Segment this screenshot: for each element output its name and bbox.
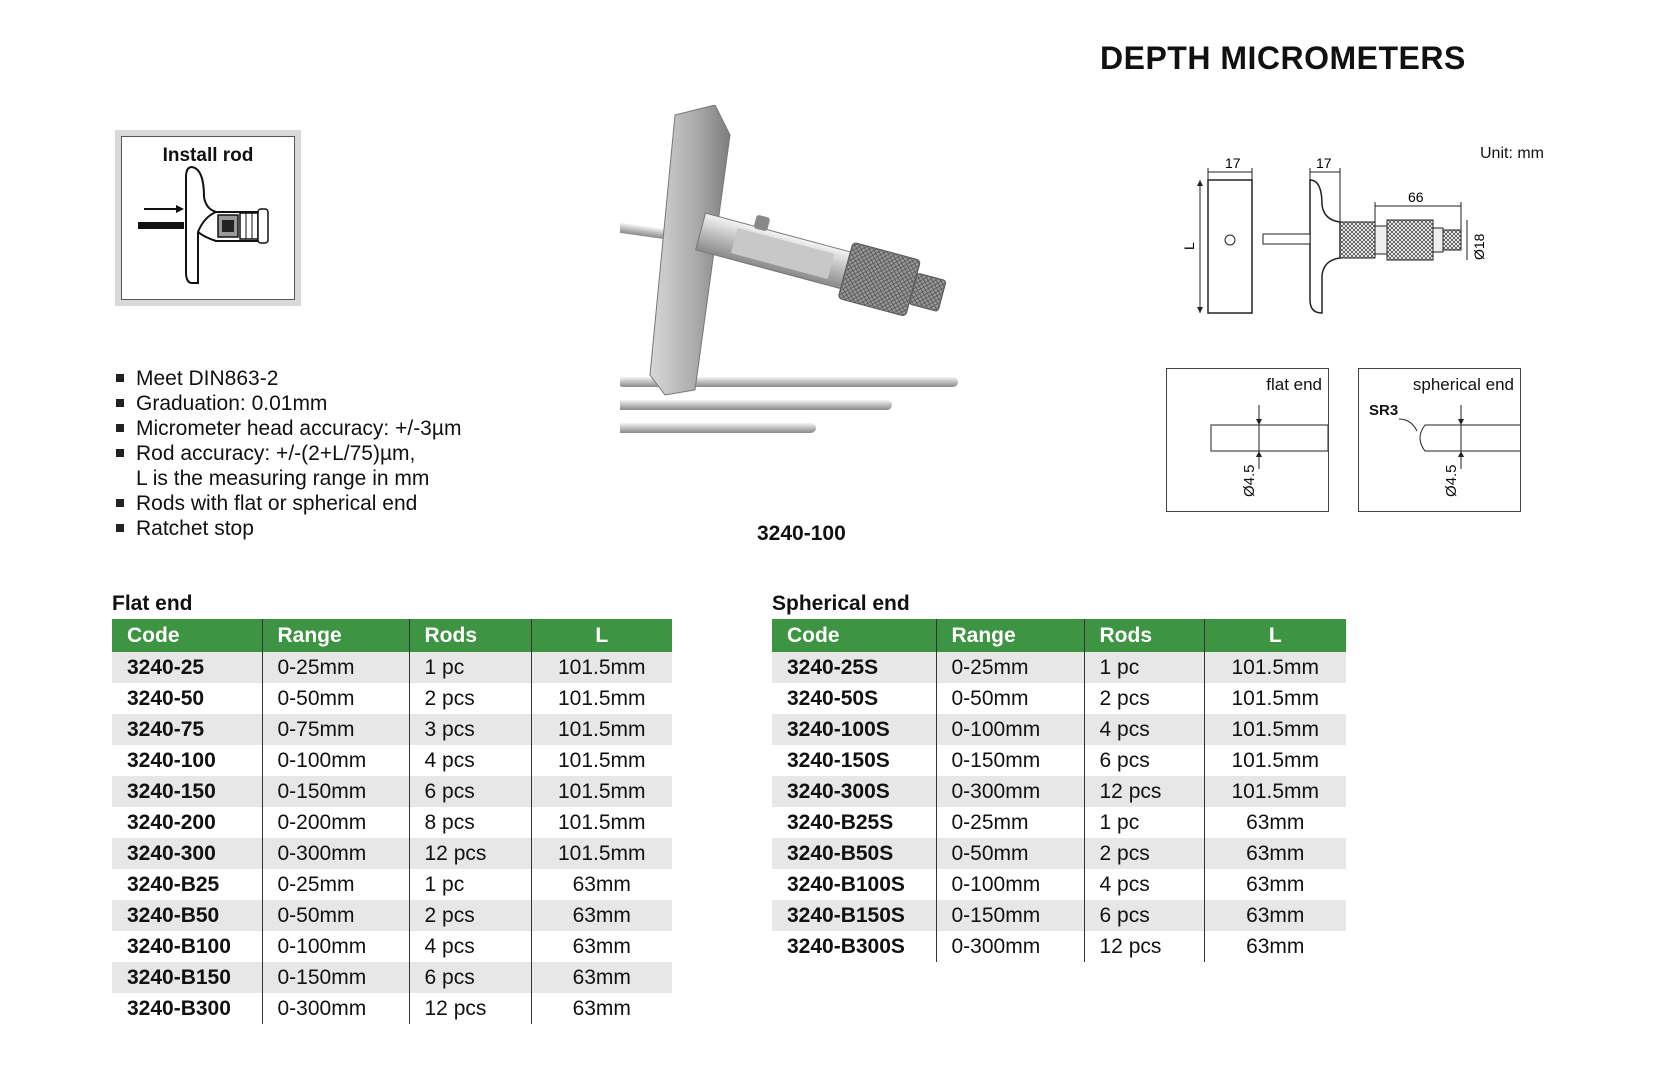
table-row [112,869,672,900]
cell-range: 0-75mm [262,714,409,745]
cell-range: 0-25mm [936,807,1084,838]
cell-code: 3240-B25S [772,807,936,838]
cell-l: 63mm [531,931,672,962]
cell-code: 3240-B50 [112,900,262,931]
cell-rods: 6 pcs [1084,900,1204,931]
cell-l: 101.5mm [1204,745,1346,776]
cell-rods: 12 pcs [409,993,531,1024]
cell-l: 63mm [1204,931,1346,962]
spherical-end-label: spherical end [1412,375,1514,394]
cell-code: 3240-150 [112,776,262,807]
cell-l: 63mm [1204,900,1346,931]
cell-rods: 12 pcs [1084,931,1204,962]
table-row [772,838,1346,869]
cell-rods: 1 pc [409,869,531,900]
table-row [112,745,672,776]
cell-rods: 6 pcs [409,776,531,807]
cell-rods: 6 pcs [409,962,531,993]
cell-code: 3240-B150S [772,900,936,931]
cell-range: 0-150mm [936,900,1084,931]
table-row [112,962,672,993]
spherical-end-table [772,619,1346,962]
cell-l: 101.5mm [531,838,672,869]
cell-range: 0-50mm [262,900,409,931]
cell-l: 63mm [1204,838,1346,869]
flat-end-diameter: Ø4.5 [1241,464,1258,497]
cell-range: 0-200mm [262,807,409,838]
cell-code: 3240-75 [112,714,262,745]
cell-code: 3240-100S [772,714,936,745]
cell-code: 3240-B100 [112,931,262,962]
flat-end-label: flat end [1266,375,1322,394]
cell-l: 101.5mm [531,745,672,776]
cell-range: 0-50mm [936,683,1084,714]
cell-code: 3240-B150 [112,962,262,993]
cell-rods: 4 pcs [409,745,531,776]
cell-rods: 4 pcs [1084,869,1204,900]
table-row [772,745,1346,776]
cell-code: 3240-B300S [772,931,936,962]
cell-code: 3240-B25 [112,869,262,900]
table-row [112,838,672,869]
dim-17-b: 17 [1316,155,1332,171]
dimension-drawing [1150,150,1550,320]
feature-item: Rod accuracy: +/-(2+L/75)µm, [114,441,461,466]
col-header-l: L [531,619,672,652]
cell-range: 0-150mm [936,745,1084,776]
table-row [112,900,672,931]
col-header-l: L [1204,619,1346,652]
cell-rods: 2 pcs [1084,838,1204,869]
table-row [772,869,1346,900]
cell-range: 0-50mm [262,683,409,714]
flat-end-table [112,619,672,1024]
table-row [772,683,1346,714]
cell-code: 3240-300 [112,838,262,869]
cell-code: 3240-25S [772,652,936,683]
cell-l: 101.5mm [1204,714,1346,745]
table-row [112,993,672,1024]
cell-l: 101.5mm [1204,683,1346,714]
cell-range: 0-150mm [262,776,409,807]
cell-l: 63mm [531,993,672,1024]
cell-range: 0-300mm [936,931,1084,962]
cell-l: 63mm [531,869,672,900]
col-header-rods: Rods [1084,619,1204,652]
table-row [772,900,1346,931]
cell-rods: 1 pc [409,652,531,683]
cell-code: 3240-150S [772,745,936,776]
cell-l: 63mm [531,900,672,931]
cell-range: 0-100mm [262,931,409,962]
table-row [112,776,672,807]
cell-l: 101.5mm [531,683,672,714]
install-rod-box [115,130,301,306]
cell-l: 101.5mm [531,807,672,838]
cell-l: 101.5mm [531,652,672,683]
dim-d18: Ø18 [1471,233,1487,260]
table-row [112,652,672,683]
unit-note: Unit: mm [1480,145,1544,162]
table-row [112,714,672,745]
cell-code: 3240-50 [112,683,262,714]
spherical-end-diameter: Ø4.5 [1443,464,1460,497]
col-header-rods: Rods [409,619,531,652]
cell-rods: 4 pcs [409,931,531,962]
install-rod-illustration [122,137,294,299]
sr3-label: SR3 [1369,402,1399,419]
cell-rods: 1 pc [1084,807,1204,838]
feature-item-continuation: L is the measuring range in mm [136,467,430,490]
table-row [772,714,1346,745]
table-row [772,776,1346,807]
table-row [112,683,672,714]
dim-L: L [1181,242,1197,250]
dim-17-a: 17 [1225,155,1241,171]
feature-item: Graduation: 0.01mm [114,391,461,416]
cell-range: 0-300mm [262,838,409,869]
cell-rods: 4 pcs [1084,714,1204,745]
cell-l: 101.5mm [1204,652,1346,683]
cell-l: 101.5mm [531,776,672,807]
cell-l: 63mm [1204,807,1346,838]
product-code: 3240-100 [757,522,846,545]
feature-item: Micrometer head accuracy: +/-3µm [114,416,461,441]
cell-range: 0-50mm [936,838,1084,869]
col-header-range: Range [262,619,409,652]
cell-code: 3240-100 [112,745,262,776]
feature-item: Ratchet stop [114,516,461,541]
micrometer-photo [620,105,1020,475]
spherical-end-detail [1358,368,1521,512]
flat-end-detail [1166,368,1329,512]
dim-66: 66 [1408,189,1424,205]
cell-code: 3240-B100S [772,869,936,900]
install-rod-title: Install rod [162,145,254,166]
cell-rods: 2 pcs [409,683,531,714]
col-header-range: Range [936,619,1084,652]
cell-l: 101.5mm [1204,776,1346,807]
feature-item: Meet DIN863-2 [114,366,461,391]
feature-item: Rods with flat or spherical end [114,491,461,516]
cell-code: 3240-B300 [112,993,262,1024]
cell-code: 3240-50S [772,683,936,714]
cell-code: 3240-B50S [772,838,936,869]
cell-range: 0-300mm [262,993,409,1024]
cell-rods: 1 pc [1084,652,1204,683]
cell-l: 63mm [1204,869,1346,900]
cell-rods: 2 pcs [1084,683,1204,714]
col-header-code: Code [112,619,262,652]
spherical-table-caption: Spherical end [772,592,910,615]
table-row [772,652,1346,683]
cell-rods: 2 pcs [409,900,531,931]
cell-range: 0-100mm [936,869,1084,900]
cell-range: 0-100mm [936,714,1084,745]
cell-rods: 6 pcs [1084,745,1204,776]
cell-range: 0-25mm [936,652,1084,683]
cell-code: 3240-300S [772,776,936,807]
install-rod-frame [121,136,295,300]
cell-range: 0-25mm [262,869,409,900]
feature-list [114,366,461,541]
cell-range: 0-25mm [262,652,409,683]
cell-range: 0-150mm [262,962,409,993]
cell-rods: 8 pcs [409,807,531,838]
cell-rods: 3 pcs [409,714,531,745]
flat-table-caption: Flat end [112,592,193,615]
cell-l: 63mm [531,962,672,993]
table-row [112,931,672,962]
table-row [112,807,672,838]
cell-range: 0-100mm [262,745,409,776]
table-row [772,807,1346,838]
cell-code: 3240-200 [112,807,262,838]
cell-rods: 12 pcs [1084,776,1204,807]
col-header-code: Code [772,619,936,652]
cell-code: 3240-25 [112,652,262,683]
cell-range: 0-300mm [936,776,1084,807]
cell-l: 101.5mm [531,714,672,745]
table-row [772,931,1346,962]
page-title: DEPTH MICROMETERS [1100,40,1466,76]
cell-rods: 12 pcs [409,838,531,869]
